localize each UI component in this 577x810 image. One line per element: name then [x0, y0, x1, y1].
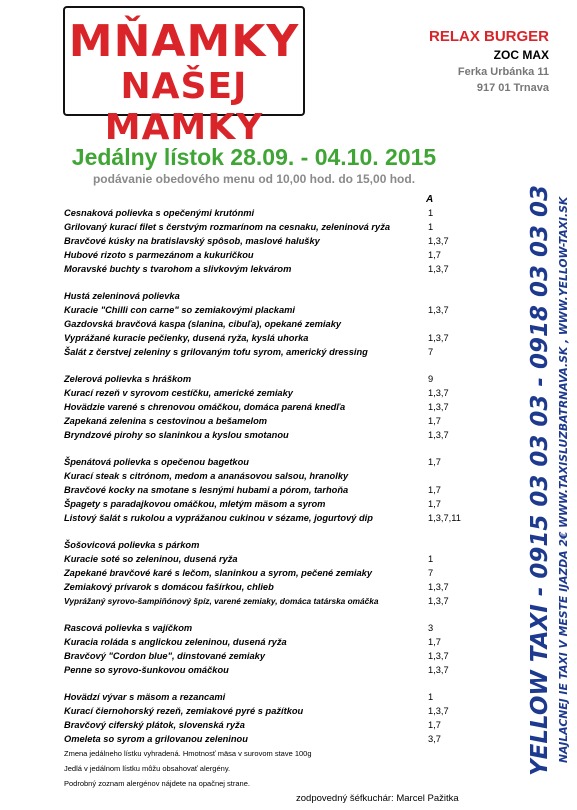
- allergen-codes: 1,7: [428, 457, 441, 467]
- dish-name: Zapekaná zelenina s cestovinou a bešamelom: [64, 416, 268, 426]
- menu-row: [0, 248, 470, 262]
- day-block: [0, 621, 470, 677]
- allergen-codes: 1,3,7: [428, 430, 449, 440]
- dish-name: Kuracia roláda s anglickou zeleninou, dusená ryža: [64, 637, 287, 647]
- menu-row: [0, 635, 470, 649]
- dish-name: Kuracie "Chilli con carne" so zemiakovými plackami: [64, 305, 296, 315]
- soup-name: Rascová polievka s vajíčkom: [64, 623, 193, 633]
- chef-signature: zodpovedný šéfkuchár: Marcel Pažitka: [296, 793, 459, 804]
- soup-name: Špenátová polievka s opečenou bagetkou: [64, 457, 249, 467]
- allergen-codes: 9: [428, 374, 434, 384]
- menu-row: [0, 704, 470, 718]
- allergen-codes: 7: [428, 347, 434, 357]
- allergen-codes: 7: [428, 568, 434, 578]
- menu-row: [0, 511, 470, 525]
- dish-name: Hubové rizoto s parmezánom a kukuričkou: [64, 250, 254, 260]
- dish-name: Grilovaný kurací filet s čerstvým rozmarínom na cesnaku, zeleninová ryža: [64, 222, 391, 232]
- day-block: [0, 206, 470, 276]
- soup-name: Cesnaková polievka s opečenými krutónmi: [64, 208, 255, 218]
- menu-row: [0, 594, 470, 608]
- dish-name: Zapekané bravčové karé s lečom, slaninkou a syrom, pečené zemiaky: [64, 568, 372, 578]
- dish-name: Bravčový "Cordon blue", dinstované zemiaky: [64, 651, 266, 661]
- menu-row: [0, 732, 470, 746]
- allergen-codes: 1,3,7: [428, 706, 449, 716]
- menu-row: [0, 220, 470, 234]
- allergen-codes: 1,3,7: [428, 264, 449, 274]
- menu-row: [0, 400, 470, 414]
- dish-name: Kurací rezeň v syrovom cestíčku, americké zemiaky: [64, 388, 293, 398]
- allergen-codes: 3,7: [428, 734, 441, 744]
- menu-row: [0, 483, 470, 497]
- allergen-codes: 1,3,7: [428, 236, 449, 246]
- menu-row: [0, 262, 470, 276]
- menu-row: [0, 303, 470, 317]
- allergen-codes: 1,7: [428, 250, 441, 260]
- allergen-codes: 1,3,7: [428, 582, 449, 592]
- taxi-promo-banner: NAJLACNEJ IE TAXI V MESTE IJAZDA 2€ WWW.TAXISLUZBATRNAVA.SK , WWW.YELLOW-TAXI.SK: [557, 196, 570, 764]
- dish-name: Vyprážaný syrovo-šampiňónový špíz, varené zemiaky, domáca tatárska omáčka: [64, 596, 379, 606]
- menu-row: [0, 455, 470, 469]
- dish-name: Listový šalát s rukolou a vyprážanou cukinou v sézame, jogurtový dip: [64, 513, 373, 523]
- allergen-codes: 1,3,7: [428, 305, 449, 315]
- allergen-codes: 1,3,7: [428, 665, 449, 675]
- menu-row: [0, 317, 470, 331]
- note-line: Jedlá v jedálnom lístku môžu obsahovať alergény.: [64, 764, 231, 773]
- notes: [64, 746, 312, 791]
- dish-name: Penne so syrovo-šunkovou omáčkou: [64, 665, 229, 675]
- allergen-codes: 1,3,7: [428, 651, 449, 661]
- note-line: Podrobný zoznam alergénov nájdete na opačnej strane.: [64, 779, 250, 788]
- dish-name: Vyprážané kuracie pečienky, dusená ryža, kyslá uhorka: [64, 333, 309, 343]
- menu-row: [0, 497, 470, 511]
- menu-row: [0, 663, 470, 677]
- allergen-codes: 3: [428, 623, 434, 633]
- taxi-advertisement: [525, 150, 577, 810]
- allergen-codes: 1,7: [428, 485, 441, 495]
- menu-row: [0, 234, 470, 248]
- soup-name: Hustá zeleninová polievka: [64, 291, 180, 301]
- day-block: [0, 455, 470, 525]
- menu-title: Jedálny lístok 28.09. - 04.10. 2015: [71, 144, 437, 170]
- dish-name: Moravské buchty s tvarohom a slivkovým lekvárom: [64, 264, 292, 274]
- menu-row: [0, 469, 470, 483]
- allergen-codes: 1,3,7: [428, 596, 449, 606]
- day-block: [0, 372, 470, 442]
- restaurant-name: RELAX BURGER: [428, 28, 549, 45]
- dish-name: Gazdovská bravčová kaspa (slanina, cibuľa), opekané zemiaky: [64, 319, 342, 329]
- allergen-codes: 1: [428, 222, 434, 232]
- logo: [63, 6, 305, 148]
- menu-row: [0, 580, 470, 594]
- menu-row: [0, 331, 470, 345]
- menu-row: [0, 718, 470, 732]
- menu-row: [0, 428, 470, 442]
- menu-row: [0, 345, 470, 359]
- menu-row: [0, 538, 470, 552]
- allergen-codes: 1: [428, 692, 434, 702]
- logo-line-1: MŇAMKY: [68, 16, 300, 67]
- menu-row: [0, 386, 470, 400]
- restaurant-address: [429, 28, 549, 94]
- menu-row: [0, 206, 470, 220]
- dish-name: Bravčové kúsky na bratislavský spôsob, maslové halušky: [64, 236, 320, 246]
- dish-name: Kurací steak s citrónom, medom a ananásovou salsou, hranolky: [64, 471, 349, 481]
- allergen-codes: 1,3,7: [428, 333, 449, 343]
- menu-row: [0, 552, 470, 566]
- restaurant-street: Ferka Urbánka 11: [457, 66, 549, 78]
- allergen-column-header: A: [426, 194, 434, 205]
- menu-row: [0, 566, 470, 580]
- day-block: [0, 289, 470, 359]
- restaurant-place: ZOC MAX: [493, 48, 549, 62]
- soup-name: Hovädzí vývar s mäsom a rezancami: [64, 692, 226, 702]
- note-line: Zmena jedálneho lístku vyhradená. Hmotnosť mäsa v surovom stave 100g: [64, 749, 312, 758]
- menu-days: [0, 206, 470, 759]
- taxi-phone-banner: YELLOW TAXI - 0915 03 03 03 - 0918 03 03 03: [527, 184, 553, 776]
- allergen-codes: 1,3,7: [428, 402, 449, 412]
- restaurant-city: 917 01 Trnava: [476, 82, 549, 94]
- dish-name: Zemiakový prívarok s domácou fašírkou, chlieb: [64, 582, 274, 592]
- menu-subtitle: podávanie obedového menu od 10,00 hod. do 15,00 hod.: [92, 172, 416, 186]
- allergen-codes: 1: [428, 208, 434, 218]
- menu-row: [0, 621, 470, 635]
- menu-row: [0, 414, 470, 428]
- menu-row: [0, 372, 470, 386]
- allergen-codes: 1,7: [428, 637, 441, 647]
- dish-name: Kurací čiernohorský rezeň, zemiakové pyré s pažítkou: [64, 706, 304, 716]
- dish-name: Špagety s paradajkovou omáčkou, mletým mäsom a syrom: [64, 499, 326, 509]
- allergen-codes: 1: [428, 554, 434, 564]
- soup-name: Zelerová polievka s hráškom: [64, 374, 192, 384]
- dish-name: Hovädzie varené s chrenovou omáčkou, domáca parená knedľa: [64, 402, 346, 412]
- dish-name: Omeleta so syrom a grilovanou zeleninou: [64, 734, 248, 744]
- dish-name: Bryndzové pirohy so slaninkou a kyslou smotanou: [64, 430, 289, 440]
- menu-row: [0, 289, 470, 303]
- dish-name: Bravčové kocky na smotane s lesnými hubami a pórom, tarhoňa: [64, 485, 349, 495]
- day-block: [0, 538, 470, 608]
- allergen-codes: 1,7: [428, 416, 441, 426]
- day-block: [0, 690, 470, 746]
- allergen-codes: 1,3,7,11: [428, 513, 461, 523]
- menu-row: [0, 649, 470, 663]
- soup-name: Šošovicová polievka s párkom: [64, 540, 200, 550]
- dish-name: Bravčový ciferský plátok, slovenská ryža: [64, 720, 245, 730]
- logo-line-2: NAŠEJ MAMKY: [104, 66, 264, 148]
- menu-row: [0, 690, 470, 704]
- allergen-codes: 1,7: [428, 499, 441, 509]
- dish-name: Kuracie soté so zeleninou, dusená ryža: [64, 554, 238, 564]
- dish-name: Šalát z čerstvej zeleniny s grilovaným tofu syrom, americký dressing: [64, 347, 368, 357]
- allergen-codes: 1,7: [428, 720, 441, 730]
- allergen-codes: 1,3,7: [428, 388, 449, 398]
